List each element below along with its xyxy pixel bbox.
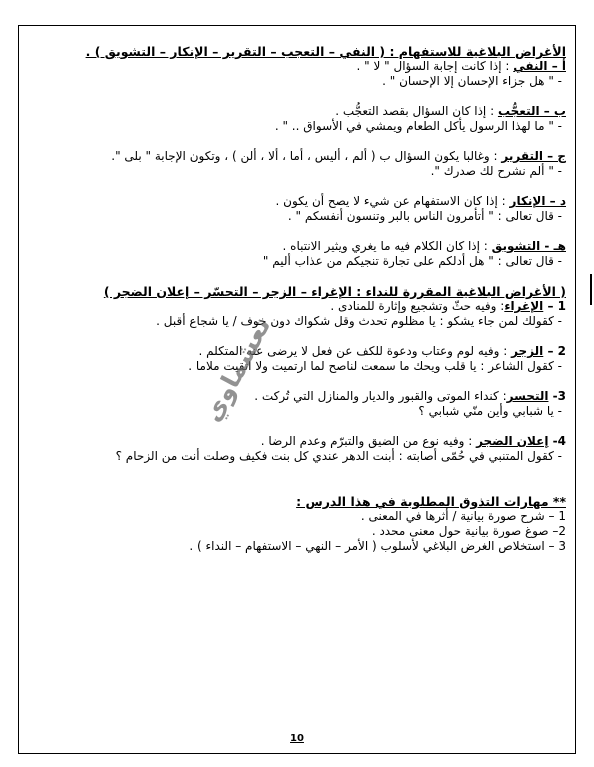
skill-item: 2– صوغ صورة بيانية حول معنى محدد . [371, 524, 566, 538]
margin-mark [590, 274, 592, 305]
skills-header: ** مهارات التذوق المطلوبة في هذا الدرس : [296, 494, 566, 509]
purpose-negation: أ – النفي : إذا كانت إجابة السؤال " لا " . [356, 59, 566, 73]
watermark-text: تعشماوي [197, 312, 277, 427]
purpose-affirmation: ج – التقرير : وغالبا يكون السؤال ب ( ألم ، أليس ، أما ، ألا ، ألن ) ، وتكون الإجابة " بلى ". [111, 149, 566, 163]
interrogative-header: الأغراض البلاغية للاستفهام : ( النفي – التعجب – التقرير – الإنكار – التشويق ) . [85, 44, 566, 59]
example-regret: - يا شبابي وأين منّي شبابي ؟ [418, 404, 562, 418]
example-rebuke: - كقول الشاعر : يا قلب ويحك ما سمعت لناصح لما ارتميت ولا اتقيت ملاما . [188, 359, 562, 373]
example-boredom: - كقول المتنبي في حُمّى أصابته : أبنت الدهر عندي كل بنت فكيف وصلت أنت من الزحام ؟ [115, 449, 562, 463]
example-suspense: - قال تعالى : " هل أدلكم على تجارة تنجيكم من عذاب أليم " [262, 254, 562, 268]
vocative-rebuke: 2 – الزجر : وفيه لوم وعتاب ودعوة للكف عن فعل لا يرضى عنه المتكلم . [198, 344, 566, 358]
purpose-suspense: هـ - التشويق : إذا كان الكلام فيه ما يغري ويثير الانتباه . [282, 239, 566, 253]
vocative-incitement: 1 – الإغراء: وفيه حثّ وتشجيع وإثارة للمنادى . [330, 299, 566, 313]
page-content [26, 44, 566, 554]
example-negation: - " هل جزاء الإحسان إلا الإحسان " . [382, 74, 562, 88]
example-wonder: - " ما لهذا الرسول يأكل الطعام ويمشي في الأسواق .. " . [274, 119, 562, 133]
skill-item: 3 – استخلاص الغرض البلاغي لأسلوب ( الأمر – النهي – الاستفهام – النداء ) . [189, 539, 566, 553]
purpose-denial: د – الإنكار : إذا كان الاستفهام عن شيء لا يصح أن يكون . [275, 194, 566, 208]
example-affirmation: - " ألم نشرح لك صدرك ". [430, 164, 562, 178]
example-incitement: - كقولك لمن جاء يشكو : يا مظلوم تحدث وقل شكواك دون خوف / يا شجاع أقبل . [156, 314, 562, 328]
vocative-regret: 3- التحسر: كنداء الموتى والقبور والديار والمنازل التي تُركت . [254, 389, 566, 403]
vocative-boredom: 4- إعلان الضجر : وفيه نوع من الضيق والتبرّم وعدم الرضا . [260, 434, 566, 448]
example-denial: - قال تعالى : " أتأمرون الناس بالبر وتنسون أنفسكم " . [287, 209, 562, 223]
skill-item: 1 – شرح صورة بيانية / أثرها في المعنى . [360, 509, 566, 523]
purpose-wonder: ب – التعجُّب : إذا كان السؤال بقصد التعجُّب . [335, 104, 566, 118]
vocative-header: ( الأغراض البلاغية المقررة للنداء : الإغراء – الزجر – التحسّر – إعلان الضجر ) [103, 284, 566, 299]
page-number: 10 [290, 733, 304, 744]
